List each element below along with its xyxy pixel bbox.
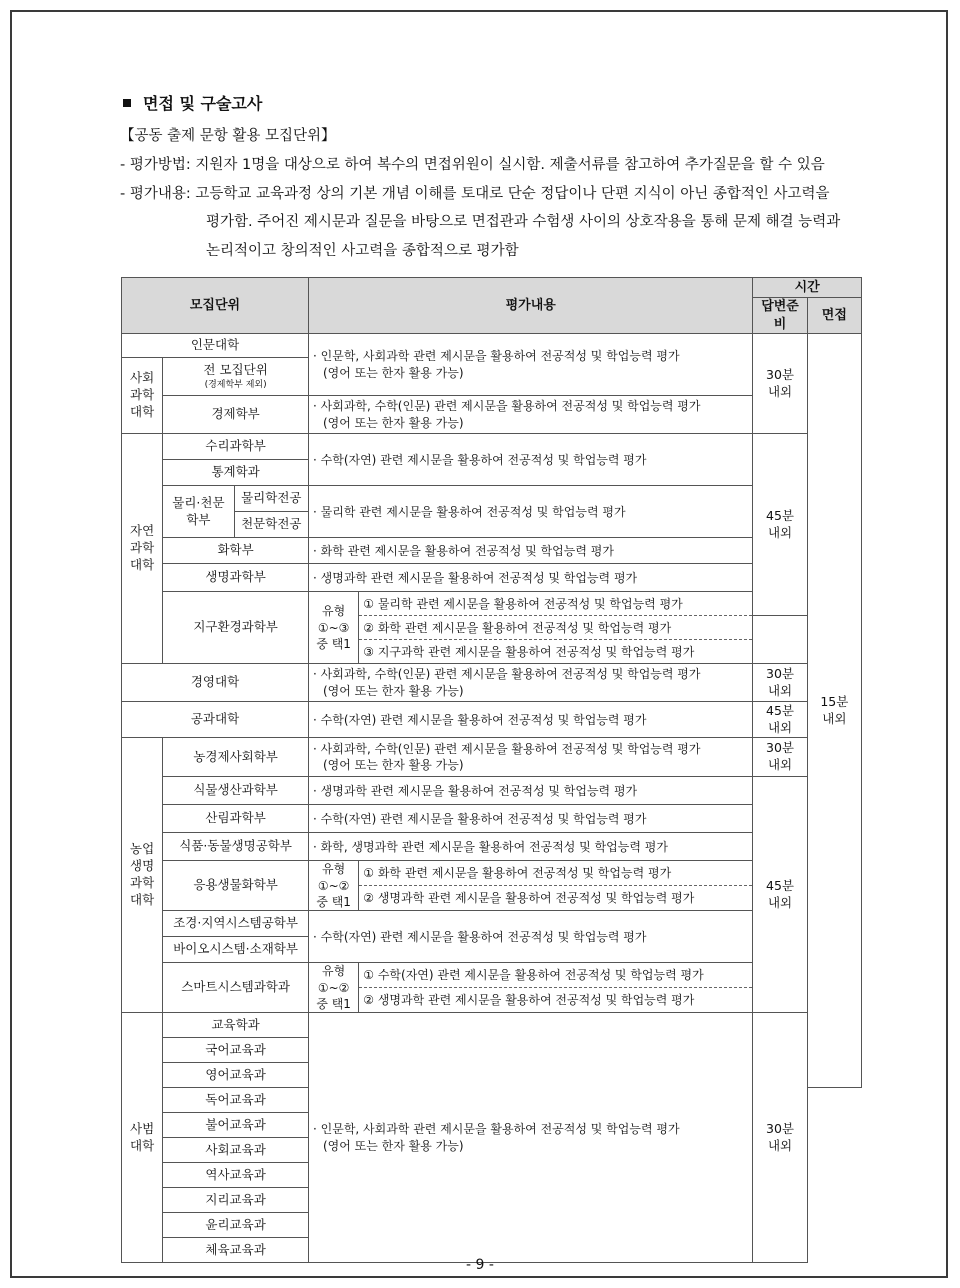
interview-table [121,277,862,1263]
header-prep: 답변준비 [753,298,807,334]
prep-time-engineering: 45분 내외 [753,702,807,738]
content-chem: · 화학 관련 제시문을 활용하여 전공적성 및 학업능력 평가 [309,538,753,564]
content-food: · 화학, 생명과학 관련 제시문을 활용하여 전공적성 및 학업능력 평가 [309,833,753,861]
header-interview: 면접 [807,298,861,334]
content-text: · 사회과학, 수학(인문) 관련 제시문을 활용하여 전공적성 및 학업능력 평가 [313,399,701,414]
prep-time-social: 30분 내외 [753,334,807,434]
interview-time: 15분 내외 [807,334,861,1088]
choose-2-smart: 유형 ①~② 중 택1 [309,963,359,1013]
choose-3: 유형 ①~③ 중 택1 [309,592,359,664]
heading-text: 면접 및 구술고사 [143,94,263,113]
college-edu: 사범 대학 [122,1013,163,1263]
prep-time-agri-econ: 30분 내외 [753,738,807,777]
prep-time-business: 30분 내외 [753,664,807,702]
header-content: 평가내용 [309,278,753,334]
unit-biosystems: 바이오시스템·소재학부 [163,937,309,963]
unit-all-note: (경제학부 제외) [204,379,267,390]
option-bio-2: ② 생명과학 관련 제시문을 활용하여 전공적성 및 학업능력 평가 [359,886,753,911]
unit-plant: 식물생산과학부 [163,777,309,805]
option-chem: ② 화학 관련 제시문을 활용하여 전공적성 및 학업능력 평가 [359,616,753,640]
unit-edu: 교육학과 [163,1013,309,1038]
content-text: · 사회과학, 수학(인문) 관련 제시문을 활용하여 전공적성 및 학업능력 평가 [313,667,701,682]
content-line-3: 논리적이고 창의적인 사고력을 종합적으로 평가함 [206,243,519,259]
content-bio: · 생명과학 관련 제시문을 활용하여 전공적성 및 학업능력 평가 [309,564,753,592]
option-physics: ① 물리학 관련 제시문을 활용하여 전공적성 및 학업능력 평가 [359,592,753,616]
unit-korean-edu: 국어교육과 [163,1038,309,1063]
unit-smart-sys: 스마트시스템과학과 [163,963,309,1013]
content-text: · 인문학, 사회과학 관련 제시문을 활용하여 전공적성 및 학업능력 평가 [313,1122,680,1137]
section-label: 【공동 출제 문항 활용 모집단위】 [120,128,336,144]
unit-french-edu: 불어교육과 [163,1113,309,1138]
content-agri-econ [309,738,753,777]
content-text: (영어 또는 한자 활용 가능) [323,415,464,430]
unit-statistics: 통계학과 [163,460,309,486]
option-math-1: ① 수학(자연) 관련 제시문을 활용하여 전공적성 및 학업능력 평가 [359,963,753,988]
unit-economics: 경제학부 [163,396,309,434]
unit-biology: 생명과학부 [163,564,309,592]
unit-business: 경영대학 [122,664,309,702]
content-text: · 인문학, 사회과학 관련 제시문을 활용하여 전공적성 및 학업능력 평가 [313,349,680,364]
content-math-nat: · 수학(자연) 관련 제시문을 활용하여 전공적성 및 학업능력 평가 [309,434,753,486]
header-time: 시간 [753,278,862,298]
unit-english-edu: 영어교육과 [163,1063,309,1088]
unit-food-animal: 식품·동물생명공학부 [163,833,309,861]
unit-all [163,358,309,396]
content-text: (영어 또는 한자 활용 가능) [323,1138,464,1153]
unit-pe-edu: 체육교육과 [163,1238,309,1263]
content-text: (영어 또는 한자 활용 가능) [323,683,464,698]
content-hum-social [309,334,753,396]
content-landscape: · 수학(자연) 관련 제시문을 활용하여 전공적성 및 학업능력 평가 [309,911,753,963]
unit-history-edu: 역사교육과 [163,1163,309,1188]
option-bio-2-smart: ② 생명과학 관련 제시문을 활용하여 전공적성 및 학업능력 평가 [359,988,753,1013]
unit-all-label: 전 모집단위 [203,362,268,378]
content-physics: · 물리학 관련 제시문을 활용하여 전공적성 및 학업능력 평가 [309,486,753,538]
unit-earth-env: 지구환경과학부 [163,592,309,664]
unit-applied-bio: 응용생물화학부 [163,861,309,911]
unit-german-edu: 독어교육과 [163,1088,309,1113]
content-text: (영어 또는 한자 활용 가능) [323,758,464,773]
content-text: · 사회과학, 수학(인문) 관련 제시문을 활용하여 전공적성 및 학업능력 평가 [313,741,701,756]
content-forest: · 수학(자연) 관련 제시문을 활용하여 전공적성 및 학업능력 평가 [309,805,753,833]
content-plant: · 생명과학 관련 제시문을 활용하여 전공적성 및 학업능력 평가 [309,777,753,805]
unit-astronomy: 천문학전공 [234,512,308,538]
unit-social-edu: 사회교육과 [163,1138,309,1163]
option-earth: ③ 지구과학 관련 제시문을 활용하여 전공적성 및 학업능력 평가 [359,640,753,664]
unit-physics: 물리학전공 [234,486,308,512]
choose-2: 유형 ①~② 중 택1 [309,861,359,911]
content-text: (영어 또는 한자 활용 가능) [323,365,464,380]
content-edu [309,1013,753,1263]
content-line-2: 평가함. 주어진 제시문과 질문을 바탕으로 면접관과 수험생 사이의 상호작용을 통해 문제 해결 능력과 [206,214,841,230]
prep-time-natural-cont [753,616,807,664]
unit-forest: 산림과학부 [163,805,309,833]
unit-chemistry: 화학부 [163,538,309,564]
unit-landscape: 조경·지역시스템공학부 [163,911,309,937]
unit-ethics-edu: 윤리교육과 [163,1213,309,1238]
prep-time-agri: 45분 내외 [753,777,807,1013]
unit-engineering: 공과대학 [122,702,309,738]
content-soc-math [309,396,753,434]
option-chem-1: ① 화학 관련 제시문을 활용하여 전공적성 및 학업능력 평가 [359,861,753,886]
prep-time-edu: 30분 내외 [753,1013,807,1263]
unit-phys-astro: 물리·천문 학부 [163,486,234,538]
prep-time-natural: 45분 내외 [753,434,807,616]
unit-agri-econ: 농경제사회학부 [163,738,309,777]
square-bullet-icon [123,99,131,107]
section-heading [123,91,262,114]
unit-geo-edu: 지리교육과 [163,1188,309,1213]
college-natural: 자연 과학 대학 [122,434,163,664]
unit-math: 수리과학부 [163,434,309,460]
college-agri: 농업 생명 과학 대학 [122,738,163,1013]
content-line-1: - 평가내용: 고등학교 교육과정 상의 기본 개념 이해를 토대로 단순 정답이나 단편 지식이 아닌 종합적인 사고력을 [120,186,830,202]
college-social: 사회 과학 대학 [122,358,163,434]
content-business [309,664,753,702]
page-number: - 9 - [466,1257,494,1273]
header-unit: 모집단위 [122,278,309,334]
unit-humanities: 인문대학 [122,334,309,358]
method-line: - 평가방법: 지원자 1명을 대상으로 하여 복수의 면접위원이 실시함. 제출서류를 참고하여 추가질문을 할 수 있음 [120,157,825,173]
content-engineering: · 수학(자연) 관련 제시문을 활용하여 전공적성 및 학업능력 평가 [309,702,753,738]
